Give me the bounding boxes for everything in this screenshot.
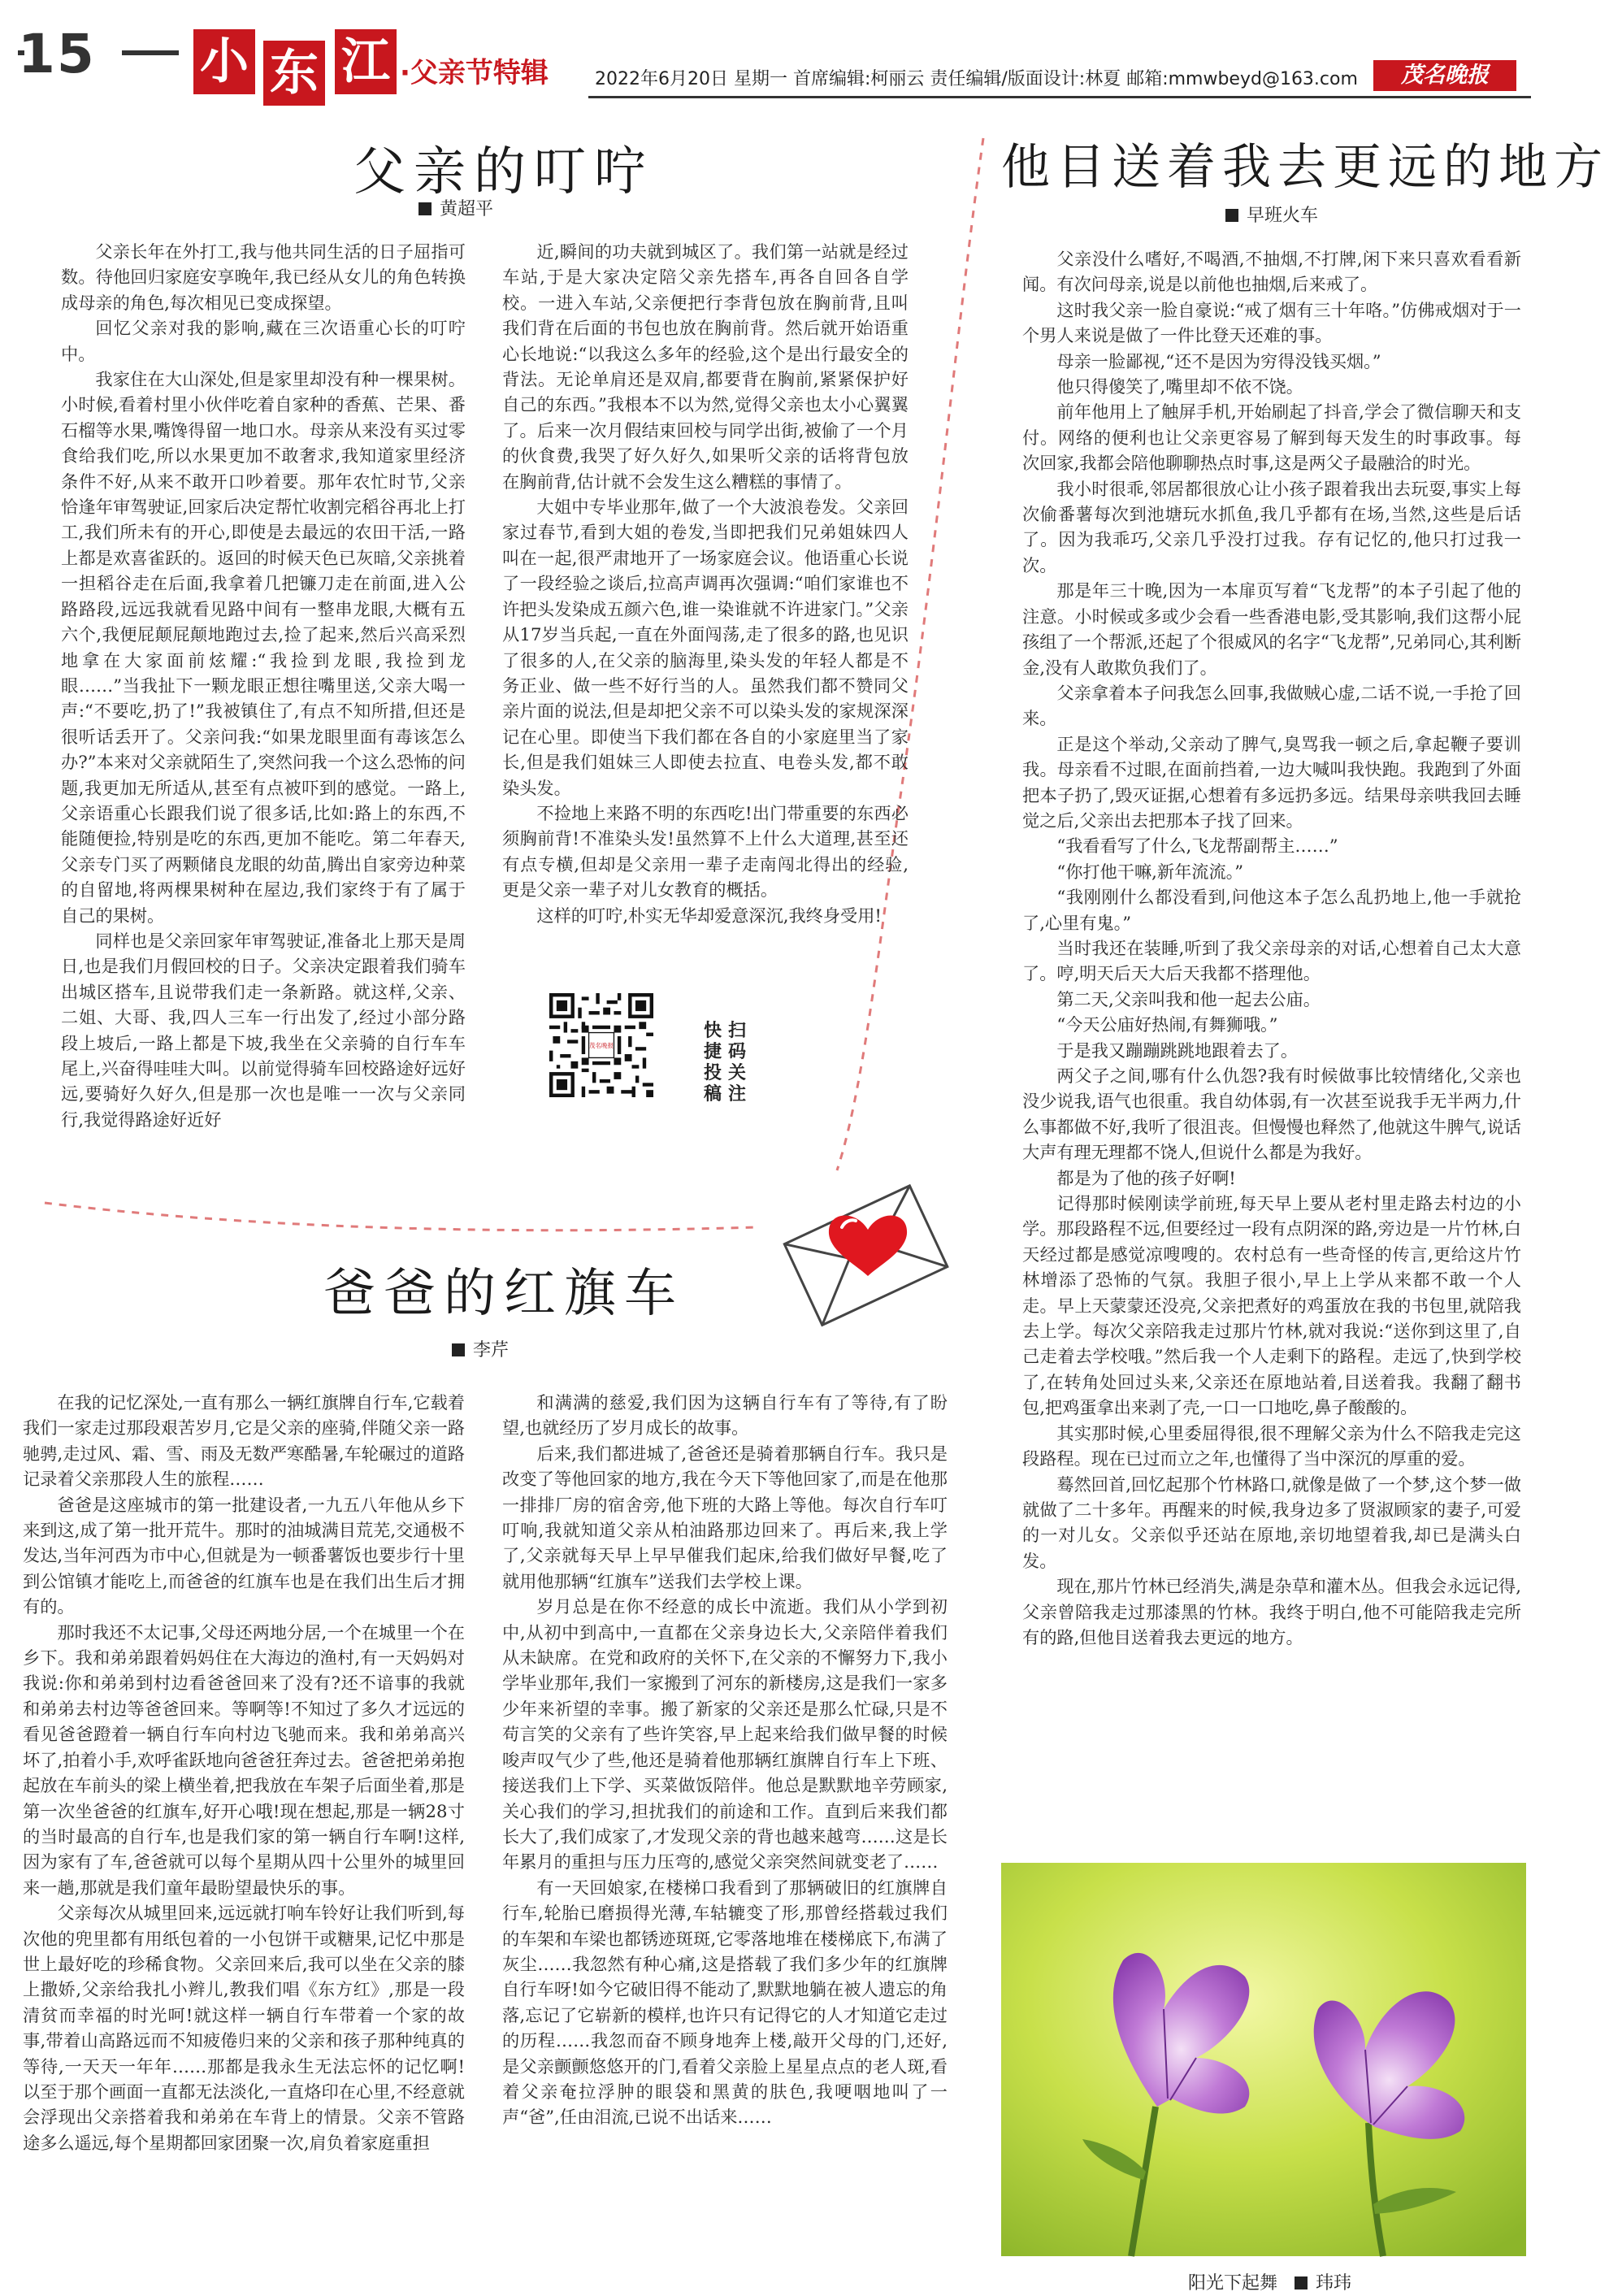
byline-square-icon	[1225, 209, 1238, 222]
paragraph: 在我的记忆深处,一直有那么一辆红旗牌自行车,它载着我们一家走过那段艰苦岁月,它是父亲的座骑,伴随父亲一路驰骋,走过风、霜、雪、雨及无数严寒酷暑,车轮碾过的道路记录着父亲那段人生的旅程……	[23, 1392, 465, 1490]
envelope-heart-icon	[778, 1152, 957, 1331]
paragraph: 那时我还不太记事,父母还两地分居,一个在城里一个在乡下。我和弟弟跟着妈妈住在大海边的渔村,有一天妈妈对我说:你和弟弟到村边看爸爸回来了没有?还不谙事的我就和弟弟去村边等爸爸回来。等啊等!不知过了多久才远远的看见爸爸蹬着一辆自行车向村边飞驰而来。我和弟弟高兴坏了,拍着小手,欢呼雀跃地向爸爸狂奔过去。爸爸把弟弟抱起放在车前头的梁上横坐着,把我放在车架子后面坐着,那是第一次坐爸爸的红旗车,好开心哦!现在想起,那是一辆28寸的当时最高的自行车,也是我们家的第一辆自行车啊!这样,因为家有了车,爸爸就可以每个星期从四十公里外的城里回来一趟,那就是我们童年最盼望最快乐的事。	[23, 1621, 465, 1898]
article3-author: 李芹	[473, 1340, 510, 1361]
article1-column-2	[502, 239, 909, 928]
paragraph: 两父子之间,哪有什么仇怨?我有时候做事比较情绪化,父亲也没少说我,语气也很重。我自幼体弱,有一次甚至说我手无半两力,什么事都做不好,我听了很沮丧。但慢慢也释然了,他就这牛脾气,说话大声有理无理都不饶人,但说什么都是为我好。	[1022, 1066, 1521, 1163]
paper-name-char-3: 江	[335, 29, 397, 94]
paragraph: 同样也是父亲回家年审驾驶证,准备北上那天是周日,也是我们月假回校的日子。父亲决定跟着我们骑车出城区搭车,且说带我们走一条新路。就这样,父亲、二姐、大哥、我,四人三车一行出发了,经过小部分路段上坡后,一路上都是下坡,我坐在父亲骑的自行车车尾上,兴奋得哇哇大叫。以前觉得骑车回校路途好远好远,要骑好久好久,但是那一次也是唯一一次与父亲同行,我觉得路途好近好	[61, 930, 466, 1130]
paragraph: 第二天,父亲叫我和他一起去公庙。	[1056, 988, 1321, 1009]
article3-title: 爸爸的红旗车	[323, 1264, 684, 1324]
paragraph: 我家住在大山深处,但是家里却没有种一棵果树。小时候,看着村里小伙伴吃着自家种的香蕉、芒果、番石榴等水果,嘴馋得留一地口水。母亲从来没有买过零食给我们吃,所以水果更加不敢奢求,我知道家里经济条件不好,从来不敢开口吵着要。那年农忙时节,父亲恰逢年审驾驶证,回家后决定帮忙收割完稻谷再北上打工,我们所未有的开心,即使是去最远的农田干活,一路上都是欢喜雀跃的。返回的时候天色已灰暗,父亲挑着一担稻谷走在后面,我拿着几把镰刀走在前面,进入公路路段,远远我就看见路中间有一整串龙眼,大概有五六个,我便屁颠屁颠地跑过去,捡了起来,然后兴高采烈地拿在大家面前炫耀:“我捡到龙眼,我捡到龙眼……”当我扯下一颗龙眼正想往嘴里送,父亲大喝一声:“不要吃,扔了!”我被镇住了,有点不知所措,但还是很听话丢开了。父亲问我:“如果龙眼里面有毒该怎么办?”本来对父亲就陌生了,突然问我一个这么恐怖的问题,我更加无所适从,甚至有点被吓到的感觉。一路上,父亲语重心长跟我们说了很多话,比如:路上的东西,不能随便捡,特别是吃的东西,更加不能吃。第二年春天,父亲专门买了两颗储良龙眼的幼苗,腾出自家旁边种菜的自留地,将两棵果树种在屋边,我们家终于有了属于自己的果树。	[61, 369, 466, 926]
byline-square-icon	[419, 202, 432, 215]
paragraph: 蓦然回首,回忆起那个竹林路口,就像是做了一个梦,这个梦一做就做了二十多年。再醒来的时候,我身边多了贤淑顾家的妻子,可爱的一对儿女。父亲似乎还站在原地,亲切地望着我,却已是满头白发。	[1022, 1474, 1521, 1571]
paragraph: 有一天回娘家,在楼梯口我看到了那辆破旧的红旗牌自行车,轮胎已磨损得光薄,车轱辘变了形,那曾经搭载过我们的车架和车梁也都锈迹斑斑,它零落地堆在楼梯底下,布满了灰尘……我忽然有种心痛,这是搭载了我们多少年的红旗牌自行车呀!如今它破旧得不能动了,默默地躺在被人遗忘的角落,忘记了它崭新的模样,也许只有记得它的人才知道它走过的历程……我忽而奋不顾身地奔上楼,敲开父母的门,还好,是父亲颤颤悠悠开的门,看着父亲脸上星星点点的老人斑,看着父亲奄拉浮肿的眼袋和黑黄的肤色,我哽咽地叫了一声“爸”,任由泪流,已说不出话来……	[502, 1877, 948, 2128]
paragraph: 当时我还在装睡,听到了我父亲母亲的对话,心想着自己太大意了。哼,明天后天大后天我都不搭理他。	[1022, 937, 1521, 984]
paragraph: “今天公庙好热闹,有舞狮哦。”	[1056, 1014, 1278, 1035]
paper-name-char-2: 东	[263, 41, 325, 106]
qr-label-line-2: 扫码关注	[727, 1021, 746, 1105]
qr-label-line-1: 快捷投稿	[703, 1021, 722, 1105]
newspaper-logo: 茂名晚报	[1373, 60, 1516, 91]
paragraph: 前年他用上了触屏手机,开始刷起了抖音,学会了微信聊天和支付。网络的便利也让父亲更容易了解到每天发生的时事政事。每次回家,我都会陪他聊聊热点时事,这是两父子最融洽的时光。	[1022, 401, 1521, 474]
paragraph: 正是这个举动,父亲动了脾气,臭骂我一顿之后,拿起鞭子要训我。母亲看不过眼,在面前挡着,一边大喊叫我快跑。我跑到了外面把本子扔了,毁灭证据,心想着有多远扔多远。结果母亲哄我回去睡觉之后,父亲出去把那本子找了回来。	[1022, 733, 1521, 831]
paragraph: “我看看写了什么,飞龙帮副帮主……”	[1056, 836, 1338, 857]
article3-byline	[452, 1336, 509, 1361]
paragraph: 其实那时候,心里委屈得很,很不理解父亲为什么不陪我走完这段路程。现在已过而立之年,也懂得了当中深沉的厚重的爱。	[1022, 1422, 1521, 1469]
flower-photo	[1001, 1863, 1526, 2256]
paragraph: 父亲没什么嗜好,不喝酒,不抽烟,不打牌,闲下来只喜欢看看新闻。有次问母亲,说是以前他也抽烟,后来戒了。	[1022, 249, 1521, 295]
article3-column-2	[502, 1390, 948, 2130]
paragraph: 这时我父亲一脸自豪说:“戒了烟有三十年咯。”仿佛戒烟对于一个男人来说是做了一件比登天还难的事。	[1022, 299, 1521, 346]
paragraph: 大姐中专毕业那年,做了一个大波浪卷发。父亲回家过春节,看到大姐的卷发,当即把我们兄弟姐妹四人叫在一起,很严肃地开了一场家庭会议。他语重心长说了一段经验之谈后,拉高声调再次强调:“咱们家谁也不许把头发染成五颜六色,谁一染谁就不许进家门。”父亲从17岁当兵起,一直在外面闯荡,走了很多的路,也见识了很多的人,在父亲的脑海里,染头发的年轻人都是不务正业、做一些不好行当的人。虽然我们都不赞同父亲片面的说法,但是却把父亲不可以染头发的家规深深记在心里。即使当下我们都在各自的小家庭里当了家长,但是我们姐妹三人即使去拉直、电卷头发,都不敢染头发。	[502, 497, 909, 798]
page-number: 15	[18, 23, 96, 85]
paragraph: 爸爸是这座城市的第一批建设者,一九五八年他从乡下来到这,成了第一批开荒牛。那时的油城满目荒芜,交通极不发达,当年河西为市中心,但就是为一顿番薯饭也要步行十里到公馆镇才能吃上,而爸爸的红旗车也是在我们出生后才拥有的。	[23, 1494, 465, 1617]
byline-square-icon	[452, 1343, 465, 1356]
article2-title: 他目送着我去更远的地方	[1001, 139, 1609, 196]
photo-caption-title: 阳光下起舞	[1188, 2273, 1278, 2294]
paragraph: 后来,我们都进城了,爸爸还是骑着那辆自行车。我只是改变了等他回家的地方,我在今天下等他回家了,而是在他那一排排厂房的宿舍旁,他下班的大路上等他。每次自行车叮叮响,我就知道父亲从柏油路那边回来了。再后来,我上学了,父亲就每天早上早早催我们起床,给我们做好早餐,吃了就用他那辆“红旗车”送我们去学校上课。	[502, 1443, 948, 1591]
paragraph: 都是为了他的孩子好啊!	[1056, 1167, 1236, 1188]
paragraph: 岁月总是在你不经意的成长中流逝。我们从小学到初中,从初中到高中,一直都在父亲身边长大,父亲陪伴着我们从未缺席。在党和政府的关怀下,在父亲的不懈努力下,我小学毕业那年,我们一家搬到了河东的新楼房,这是我们一家多少年来祈望的幸事。搬了新家的父亲还是那么忙碌,只是不苟言笑的父亲有了些许笑容,早上起来给我们做早餐的时候唆声叹气少了些,他还是骑着他那辆红旗牌自行车上下班、接送我们上下学、买菜做饭陪伴。他总是默默地辛劳顾家,关心我们的学习,担扰我们的前途和工作。直到后来我们都长大了,我们成家了,才发现父亲的背也越来越弯……这是长年累月的重担与压力压弯的,感觉父亲突然间就变老了……	[502, 1596, 948, 1873]
paragraph: 记得那时候刚读学前班,每天早上要从老村里走路去村边的小学。那段路程不远,但要经过一段有点阴深的路,旁边是一片竹林,白天经过都是感觉凉嗖嗖的。农村总有一些奇怪的传言,更给这片竹林增添了恐怖的气氛。我胆子很小,早上上学从来都不敢一个人走。早上天蒙蒙还没亮,父亲把煮好的鸡蛋放在我的书包里,就陪我去上学。每次父亲陪我走过那片竹林,就对我说:“送你到这里了,自己走着去学校哦。”然后我一个人走剩下的路程。走远了,快到学校了,在转角处回过头来,父亲还在原地站着,目送着我。我翻了翻书包,把鸡蛋拿出来剥了壳,一口一口地吃,鼻子酸酸的。	[1022, 1193, 1521, 1418]
special-edition-label: ·父亲节特辑	[400, 57, 549, 89]
paragraph: 现在,那片竹林已经消失,满是杂草和灌木丛。但我会永远记得,父亲曾陪我走过那漆黑的竹林。我终于明白,他不可能陪我走完所有的路,但他目送着我去更远的地方。	[1022, 1576, 1521, 1647]
paragraph: 近,瞬间的功夫就到城区了。我们第一站就是经过车站,于是大家决定陪父亲先搭车,再各自回各自学校。一进入车站,父亲便把行李背包放在胸前背,且叫我们背在后面的书包也放在胸前背。然后就开始语重心长地说:“以我这么多年的经验,这个是出行最安全的背法。无论单肩还是双肩,都要背在胸前,紧紧保护好自己的东西。”我根本不以为然,觉得父亲也太小心翼翼了。后来一次月假结束回校与同学出街,被偷了一个月的伙食费,我哭了好久好久,如果听父亲的话将背包放在胸前背,估计就不会发生这么糟糕的事情了。	[502, 241, 909, 492]
byline-square-icon	[1295, 2276, 1308, 2289]
paragraph: 于是我又蹦蹦跳跳地跟着去了。	[1056, 1039, 1299, 1061]
paragraph: 父亲长年在外打工,我与他共同生活的日子屈指可数。待他回归家庭安享晚年,我已经从女儿的角色转换成母亲的角色,每次相见已变成探望。	[61, 241, 466, 313]
article3-column-1	[23, 1390, 465, 2155]
paragraph: 这样的叮咛,朴实无华却爱意深沉,我终身受用!	[536, 905, 882, 926]
photo-caption-author: 玮玮	[1316, 2273, 1352, 2294]
qr-code[interactable]	[549, 993, 653, 1097]
article2-author: 早班火车	[1247, 206, 1319, 226]
photo-caption	[1188, 2269, 1351, 2294]
article2-byline	[1225, 202, 1318, 227]
article1-author: 黄超平	[440, 199, 494, 219]
paragraph: 不捡地上来路不明的东西吃!出门带重要的东西必须胸前背!不准染头发!虽然算不上什么大道理,甚至还有点专横,但却是父亲用一辈子走南闯北得出的经验,更是父亲一辈子对儿女教育的概括。	[502, 802, 909, 901]
qr-label	[700, 1021, 757, 1105]
paragraph: 和满满的慈爱,我们因为这辆自行车有了等待,有了盼望,也就经历了岁月成长的故事。	[502, 1392, 948, 1439]
paragraph: 父亲拿着本子问我怎么回事,我做贼心虚,二话不说,一手抢了回来。	[1022, 682, 1521, 729]
paragraph: 回忆父亲对我的影响,藏在三次语重心长的叮咛中。	[61, 318, 466, 364]
paragraph: “我刚刚什么都没看到,问他这本子怎么乱扔地上,他一手就抢了,心里有鬼。”	[1022, 887, 1521, 933]
paragraph: 父亲每次从城里回来,远远就打响车铃好让我们听到,每次他的兜里都有用纸包着的一小包饼干或糖果,记忆中那是世上最好吃的珍稀食物。父亲回来后,我可以坐在父亲的膝上撒娇,父亲给我扎小辫儿,教我们唱《东方红》,那是一段清贫而幸福的时光呵!就这样一辆自行车带着一个家的故事,带着山高路远而不知疲倦归来的父亲和孩子那种纯真的等待,一天天一年年……那都是我永生无法忘怀的记忆啊!以至于那个画面一直都无法淡化,一直烙印在心里,不经意就会浮现出父亲搭着我和弟弟在车背上的情景。父亲不管路途多么遥远,每个星期都回家团聚一次,肩负着家庭重担	[23, 1903, 465, 2153]
qr-center-text: 茂名晚报	[589, 1042, 614, 1050]
paragraph: 母亲一脸鄙视,“还不是因为穷得没钱买烟。”	[1056, 350, 1381, 371]
paragraph: 我小时很乖,邻居都很放心让小孩子跟着我出去玩耍,事实上每次偷番薯每次到池塘玩水抓鱼,我几乎都有在场,当然,这些是后话了。因为我乖巧,父亲几乎没打过我。存有记忆的,他只打过我一次。	[1022, 478, 1521, 575]
article1-byline	[419, 195, 493, 220]
article2-column	[1022, 246, 1521, 1650]
paper-name-char-1: 小	[193, 29, 255, 94]
article1-title: 父亲的叮咛	[353, 142, 654, 202]
date-editor-line: 2022年6月20日 星期一 首席编辑:柯丽云 责任编辑/版面设计:林夏 邮箱:mmwbeyd@163.com	[595, 69, 1358, 89]
paragraph: 那是年三十晚,因为一本扉页写着“飞龙帮”的本子引起了他的注意。小时候或多或少会看一些香港电影,受其影响,我们这帮小屁孩组了一个帮派,还起了个很威风的名字“飞龙帮”,兄弟同心,其利断金,没有人敢欺负我们了。	[1022, 580, 1521, 678]
paragraph: “你打他干嘛,新年流流。”	[1056, 861, 1244, 882]
article1-column-1	[61, 239, 466, 1132]
paragraph: 他只得傻笑了,嘴里却不依不饶。	[1056, 376, 1303, 397]
